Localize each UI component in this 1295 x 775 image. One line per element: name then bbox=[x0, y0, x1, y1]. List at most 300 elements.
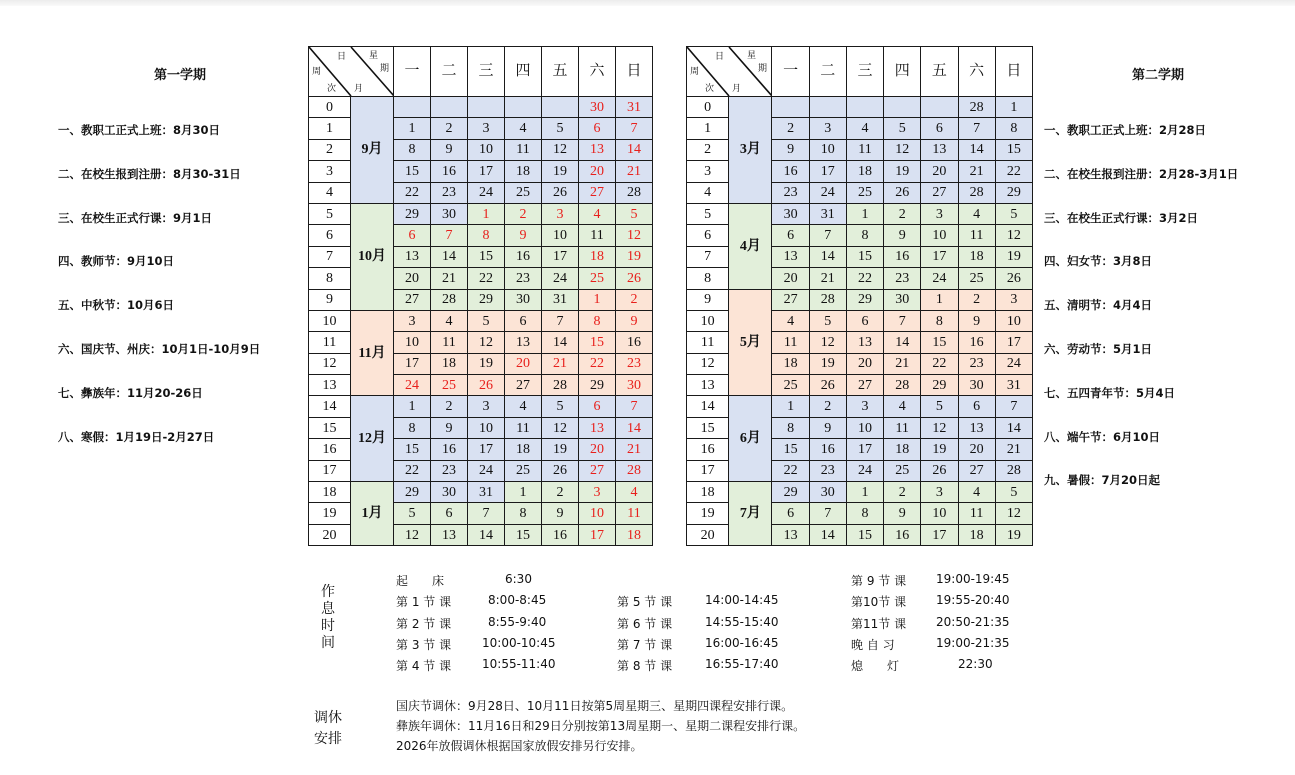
weekday-header: 六 bbox=[579, 47, 616, 97]
date-cell: 15 bbox=[995, 139, 1032, 160]
date-cell: 8 bbox=[505, 503, 542, 524]
weekday-header: 二 bbox=[809, 47, 846, 97]
date-cell: 15 bbox=[846, 524, 883, 545]
week-number: 7 bbox=[309, 246, 351, 267]
date-cell: 26 bbox=[995, 268, 1032, 289]
holiday-note: 三、在校生正式行课：9月1日 bbox=[58, 210, 213, 225]
date-cell: 25 bbox=[846, 182, 883, 203]
date-cell: 30 bbox=[809, 482, 846, 503]
date-cell: 14 bbox=[809, 524, 846, 545]
week-number: 14 bbox=[687, 396, 729, 417]
date-cell: 18 bbox=[772, 353, 809, 374]
date-cell: 25 bbox=[505, 182, 542, 203]
date-cell: 13 bbox=[958, 417, 995, 438]
schedule-item-name: 第 5 节 课 bbox=[617, 595, 673, 610]
schedule-item-time: 19:00-19:45 bbox=[936, 572, 1010, 586]
holiday-date-cell: 6 bbox=[579, 396, 616, 417]
date-cell: 5 bbox=[995, 482, 1032, 503]
holiday-date-cell: 20 bbox=[505, 353, 542, 374]
date-cell: 17 bbox=[468, 161, 505, 182]
date-cell: 4 bbox=[772, 310, 809, 331]
holiday-date-cell: 13 bbox=[579, 417, 616, 438]
schedule-label-char: 间 bbox=[321, 635, 335, 651]
date-cell: 3 bbox=[995, 289, 1032, 310]
holiday-date-cell: 19 bbox=[616, 246, 653, 267]
date-cell: 28 bbox=[958, 97, 995, 118]
date-cell: 6 bbox=[921, 118, 958, 139]
date-cell: 5 bbox=[468, 310, 505, 331]
date-cell: 27 bbox=[846, 375, 883, 396]
holiday-date-cell: 1 bbox=[468, 203, 505, 224]
week-number: 11 bbox=[309, 332, 351, 353]
date-cell: 1 bbox=[772, 396, 809, 417]
month-label: 7月 bbox=[729, 482, 772, 546]
date-cell: 28 bbox=[616, 182, 653, 203]
date-cell: 28 bbox=[809, 289, 846, 310]
date-cell: 23 bbox=[809, 460, 846, 481]
date-cell: 5 bbox=[542, 396, 579, 417]
date-cell: 1 bbox=[394, 118, 431, 139]
date-cell: 7 bbox=[995, 396, 1032, 417]
date-cell: 26 bbox=[542, 460, 579, 481]
date-cell: 18 bbox=[505, 439, 542, 460]
date-cell: 18 bbox=[958, 246, 995, 267]
date-cell: 12 bbox=[468, 332, 505, 353]
date-cell: 2 bbox=[431, 396, 468, 417]
date-cell: 18 bbox=[505, 161, 542, 182]
date-cell: 24 bbox=[468, 182, 505, 203]
date-cell: 5 bbox=[884, 118, 921, 139]
date-cell: 24 bbox=[995, 353, 1032, 374]
holiday-note: 八、寒假：1月19日-2月27日 bbox=[58, 429, 215, 444]
date-cell: 13 bbox=[921, 139, 958, 160]
date-cell: 2 bbox=[542, 482, 579, 503]
date-cell: 18 bbox=[884, 439, 921, 460]
date-cell: 12 bbox=[542, 417, 579, 438]
schedule-label-char: 息 bbox=[321, 601, 335, 617]
date-cell: 19 bbox=[921, 439, 958, 460]
date-cell: 15 bbox=[772, 439, 809, 460]
holiday-note: 四、妇女节：3月8日 bbox=[1044, 254, 1153, 269]
month-label: 1月 bbox=[351, 482, 394, 546]
date-cell: 4 bbox=[958, 482, 995, 503]
date-cell: 16 bbox=[958, 332, 995, 353]
date-cell: 29 bbox=[394, 482, 431, 503]
date-cell: 22 bbox=[995, 161, 1032, 182]
date-cell: 11 bbox=[958, 503, 995, 524]
date-cell: 23 bbox=[431, 460, 468, 481]
schedule-item-time: 10:55-11:40 bbox=[482, 657, 556, 672]
date-cell: 5 bbox=[542, 118, 579, 139]
schedule-item-name: 第 3 节 课 bbox=[396, 637, 452, 652]
schedule-item-time: 14:00-14:45 bbox=[705, 593, 779, 608]
weekday-header: 四 bbox=[505, 47, 542, 97]
adjustment-label-line1: 调休 bbox=[314, 710, 342, 726]
month-label: 10月 bbox=[351, 203, 394, 310]
date-cell bbox=[884, 97, 921, 118]
corner-ri: 日 bbox=[337, 51, 347, 61]
corner-xing: 星 bbox=[369, 50, 379, 60]
date-cell: 18 bbox=[958, 524, 995, 545]
date-cell: 7 bbox=[884, 310, 921, 331]
date-cell: 6 bbox=[431, 503, 468, 524]
week-number: 8 bbox=[687, 268, 729, 289]
holiday-date-cell: 9 bbox=[505, 225, 542, 246]
date-cell: 16 bbox=[884, 246, 921, 267]
date-cell: 30 bbox=[958, 375, 995, 396]
date-cell: 7 bbox=[809, 503, 846, 524]
date-cell: 11 bbox=[772, 332, 809, 353]
week-number: 18 bbox=[309, 482, 351, 503]
weekday-header: 四 bbox=[884, 47, 921, 97]
date-cell: 29 bbox=[921, 375, 958, 396]
date-cell: 11 bbox=[431, 332, 468, 353]
date-cell: 30 bbox=[431, 482, 468, 503]
date-cell: 1 bbox=[846, 482, 883, 503]
holiday-date-cell: 2 bbox=[505, 203, 542, 224]
date-cell: 11 bbox=[505, 417, 542, 438]
date-cell bbox=[505, 97, 542, 118]
week-number: 11 bbox=[687, 332, 729, 353]
date-cell: 13 bbox=[772, 246, 809, 267]
weekday-header: 一 bbox=[772, 47, 809, 97]
date-cell: 29 bbox=[394, 203, 431, 224]
schedule-label-char: 时 bbox=[321, 618, 335, 634]
week-number: 3 bbox=[309, 161, 351, 182]
week-number: 6 bbox=[309, 225, 351, 246]
week-number: 5 bbox=[687, 203, 729, 224]
date-cell: 8 bbox=[394, 417, 431, 438]
weekday-header: 五 bbox=[542, 47, 579, 97]
holiday-date-cell: 22 bbox=[579, 353, 616, 374]
holiday-note: 二、在校生报到注册：2月28-3月1日 bbox=[1044, 166, 1239, 181]
week-number: 20 bbox=[309, 524, 351, 545]
date-cell: 5 bbox=[995, 203, 1032, 224]
date-cell bbox=[468, 97, 505, 118]
corner-xing: 星 bbox=[747, 50, 757, 60]
date-cell: 25 bbox=[958, 268, 995, 289]
week-number: 16 bbox=[687, 439, 729, 460]
date-cell: 22 bbox=[921, 353, 958, 374]
holiday-date-cell: 27 bbox=[579, 182, 616, 203]
date-cell: 2 bbox=[809, 396, 846, 417]
week-number: 7 bbox=[687, 246, 729, 267]
date-cell: 29 bbox=[846, 289, 883, 310]
corner-ri: 日 bbox=[715, 51, 725, 61]
holiday-date-cell: 8 bbox=[579, 310, 616, 331]
date-cell: 4 bbox=[505, 396, 542, 417]
schedule-item-time: 10:00-10:45 bbox=[482, 635, 556, 650]
schedule-item-name: 第10节 课 bbox=[851, 595, 907, 610]
date-cell: 1 bbox=[505, 482, 542, 503]
weekday-header: 六 bbox=[958, 47, 995, 97]
month-label: 6月 bbox=[729, 396, 772, 482]
schedule-label-char: 作 bbox=[321, 584, 335, 600]
date-cell: 2 bbox=[884, 203, 921, 224]
holiday-date-cell: 25 bbox=[431, 375, 468, 396]
week-row bbox=[687, 97, 1033, 118]
holiday-date-cell: 7 bbox=[616, 396, 653, 417]
holiday-date-cell: 21 bbox=[542, 353, 579, 374]
date-cell: 12 bbox=[394, 524, 431, 545]
top-bar bbox=[0, 0, 1295, 6]
date-cell: 5 bbox=[394, 503, 431, 524]
week-row bbox=[687, 482, 1033, 503]
week-number: 15 bbox=[309, 417, 351, 438]
date-cell: 4 bbox=[431, 310, 468, 331]
date-cell: 20 bbox=[846, 353, 883, 374]
corner-header bbox=[309, 47, 394, 97]
weekday-header: 日 bbox=[995, 47, 1032, 97]
date-cell: 9 bbox=[772, 139, 809, 160]
corner-ci: 次 bbox=[705, 83, 715, 93]
holiday-date-cell: 30 bbox=[616, 375, 653, 396]
schedule-item-time: 16:55-17:40 bbox=[705, 657, 779, 672]
date-cell: 29 bbox=[995, 182, 1032, 203]
week-number: 13 bbox=[687, 375, 729, 396]
month-label: 3月 bbox=[729, 97, 772, 204]
holiday-date-cell: 17 bbox=[579, 524, 616, 545]
date-cell: 21 bbox=[809, 268, 846, 289]
holiday-date-cell: 1 bbox=[579, 289, 616, 310]
date-cell: 21 bbox=[995, 439, 1032, 460]
date-cell: 11 bbox=[505, 139, 542, 160]
semester1-calendar bbox=[308, 46, 653, 546]
week-number: 9 bbox=[687, 289, 729, 310]
week-number: 10 bbox=[309, 310, 351, 331]
date-cell: 3 bbox=[809, 118, 846, 139]
date-cell: 3 bbox=[468, 396, 505, 417]
date-cell: 17 bbox=[809, 161, 846, 182]
holiday-date-cell: 3 bbox=[579, 482, 616, 503]
date-cell: 17 bbox=[846, 439, 883, 460]
holiday-date-cell: 9 bbox=[616, 310, 653, 331]
date-cell: 24 bbox=[542, 268, 579, 289]
date-cell: 4 bbox=[958, 203, 995, 224]
date-cell bbox=[394, 97, 431, 118]
adjustment-line: 彝族年调休：11月16日和29日分别按第13周星期一、星期二课程安排行课。 bbox=[396, 719, 806, 733]
date-cell: 3 bbox=[921, 203, 958, 224]
month-label: 5月 bbox=[729, 289, 772, 396]
date-cell: 10 bbox=[468, 417, 505, 438]
date-cell: 17 bbox=[921, 524, 958, 545]
holiday-date-cell: 18 bbox=[616, 524, 653, 545]
date-cell: 20 bbox=[394, 268, 431, 289]
week-number: 5 bbox=[309, 203, 351, 224]
holiday-date-cell: 6 bbox=[579, 118, 616, 139]
month-label: 12月 bbox=[351, 396, 394, 482]
adjustment-label bbox=[314, 710, 350, 748]
week-row bbox=[309, 97, 653, 118]
date-cell bbox=[921, 97, 958, 118]
week-row bbox=[309, 396, 653, 417]
corner-qi: 期 bbox=[380, 63, 390, 73]
date-cell: 31 bbox=[542, 289, 579, 310]
holiday-note: 一、教职工正式上班：2月28日 bbox=[1044, 123, 1207, 137]
holiday-note: 四、教师节：9月10日 bbox=[58, 254, 175, 269]
schedule-item-time: 20:50-21:35 bbox=[936, 614, 1010, 629]
date-cell: 16 bbox=[884, 524, 921, 545]
week-number: 19 bbox=[309, 503, 351, 524]
weekday-header: 三 bbox=[846, 47, 883, 97]
date-cell: 16 bbox=[542, 524, 579, 545]
date-cell: 4 bbox=[884, 396, 921, 417]
date-cell: 13 bbox=[394, 246, 431, 267]
week-number: 4 bbox=[687, 182, 729, 203]
schedule-item-time: 19:00-21:35 bbox=[936, 635, 1010, 650]
holiday-note: 九、暑假：7月20日起 bbox=[1044, 473, 1161, 488]
date-cell bbox=[431, 97, 468, 118]
date-cell: 29 bbox=[468, 289, 505, 310]
holiday-date-cell: 26 bbox=[468, 375, 505, 396]
date-cell: 9 bbox=[542, 503, 579, 524]
week-number: 1 bbox=[687, 118, 729, 139]
schedule-item-name: 第 6 节 课 bbox=[617, 616, 673, 631]
schedule-item-time: 8:55-9:40 bbox=[488, 614, 547, 629]
holiday-date-cell: 31 bbox=[616, 97, 653, 118]
date-cell: 5 bbox=[809, 310, 846, 331]
date-cell: 24 bbox=[468, 460, 505, 481]
date-cell: 26 bbox=[884, 182, 921, 203]
schedule-item-time: 6:30 bbox=[505, 572, 532, 586]
corner-yue: 月 bbox=[354, 83, 364, 93]
schedule-item-name: 第 1 节 课 bbox=[396, 595, 452, 610]
schedule-item-name: 晚 自 习 bbox=[851, 637, 895, 652]
date-cell: 5 bbox=[921, 396, 958, 417]
date-cell: 31 bbox=[809, 203, 846, 224]
week-number: 4 bbox=[309, 182, 351, 203]
holiday-date-cell: 23 bbox=[616, 353, 653, 374]
date-cell: 14 bbox=[468, 524, 505, 545]
holiday-date-cell: 14 bbox=[616, 417, 653, 438]
date-cell: 7 bbox=[809, 225, 846, 246]
date-cell: 20 bbox=[921, 161, 958, 182]
date-cell: 14 bbox=[431, 246, 468, 267]
week-number: 0 bbox=[687, 97, 729, 118]
date-cell: 10 bbox=[542, 225, 579, 246]
date-cell: 15 bbox=[394, 439, 431, 460]
week-number: 9 bbox=[309, 289, 351, 310]
week-number: 12 bbox=[309, 353, 351, 374]
date-cell: 24 bbox=[809, 182, 846, 203]
date-cell: 22 bbox=[846, 268, 883, 289]
date-cell: 26 bbox=[921, 460, 958, 481]
week-number: 6 bbox=[687, 225, 729, 246]
week-number: 18 bbox=[687, 482, 729, 503]
week-number: 14 bbox=[309, 396, 351, 417]
date-cell: 22 bbox=[394, 182, 431, 203]
date-cell: 17 bbox=[468, 439, 505, 460]
date-cell: 20 bbox=[958, 439, 995, 460]
holiday-date-cell: 6 bbox=[394, 225, 431, 246]
date-cell: 17 bbox=[995, 332, 1032, 353]
date-cell: 14 bbox=[809, 246, 846, 267]
date-cell: 8 bbox=[995, 118, 1032, 139]
date-cell: 11 bbox=[846, 139, 883, 160]
holiday-date-cell: 5 bbox=[616, 203, 653, 224]
holiday-note: 七、彝族年：11月20-26日 bbox=[58, 385, 203, 400]
weekday-header: 三 bbox=[468, 47, 505, 97]
date-cell: 13 bbox=[772, 524, 809, 545]
holiday-date-cell: 13 bbox=[579, 139, 616, 160]
date-cell: 10 bbox=[995, 310, 1032, 331]
holiday-date-cell: 18 bbox=[579, 246, 616, 267]
date-cell: 6 bbox=[772, 225, 809, 246]
month-label: 4月 bbox=[729, 203, 772, 289]
date-cell: 11 bbox=[579, 225, 616, 246]
date-cell: 31 bbox=[995, 375, 1032, 396]
date-cell: 7 bbox=[958, 118, 995, 139]
week-number: 13 bbox=[309, 375, 351, 396]
week-row bbox=[309, 482, 653, 503]
week-number: 19 bbox=[687, 503, 729, 524]
date-cell: 29 bbox=[772, 482, 809, 503]
holiday-date-cell: 4 bbox=[616, 482, 653, 503]
date-cell: 23 bbox=[505, 268, 542, 289]
date-cell: 14 bbox=[542, 332, 579, 353]
date-cell: 25 bbox=[505, 460, 542, 481]
date-cell: 4 bbox=[505, 118, 542, 139]
date-cell: 7 bbox=[542, 310, 579, 331]
adjustment-line: 国庆节调休：9月28日、10月11日按第5周星期三、星期四课程安排行课。 bbox=[396, 699, 794, 713]
date-cell: 19 bbox=[468, 353, 505, 374]
date-cell: 15 bbox=[846, 246, 883, 267]
date-cell: 9 bbox=[431, 139, 468, 160]
date-cell: 12 bbox=[995, 225, 1032, 246]
date-cell: 2 bbox=[958, 289, 995, 310]
date-cell: 28 bbox=[995, 460, 1032, 481]
week-row bbox=[687, 289, 1033, 310]
week-row bbox=[687, 203, 1033, 224]
date-cell: 23 bbox=[958, 353, 995, 374]
date-cell: 28 bbox=[958, 182, 995, 203]
adjustment-label-line2: 安排 bbox=[314, 731, 342, 747]
date-cell: 16 bbox=[772, 161, 809, 182]
holiday-date-cell: 27 bbox=[579, 460, 616, 481]
date-cell: 1 bbox=[995, 97, 1032, 118]
holiday-note: 七、五四青年节：5月4日 bbox=[1044, 385, 1176, 400]
date-cell bbox=[542, 97, 579, 118]
date-cell: 8 bbox=[846, 503, 883, 524]
holiday-date-cell: 30 bbox=[579, 97, 616, 118]
date-cell: 17 bbox=[542, 246, 579, 267]
date-cell: 19 bbox=[884, 161, 921, 182]
date-cell: 15 bbox=[394, 161, 431, 182]
holiday-date-cell: 26 bbox=[616, 268, 653, 289]
week-number: 17 bbox=[309, 460, 351, 481]
date-cell: 21 bbox=[884, 353, 921, 374]
date-cell: 11 bbox=[958, 225, 995, 246]
date-cell: 12 bbox=[884, 139, 921, 160]
date-cell: 12 bbox=[995, 503, 1032, 524]
date-cell: 9 bbox=[958, 310, 995, 331]
date-cell: 2 bbox=[772, 118, 809, 139]
schedule-item-name: 起 床 bbox=[396, 574, 445, 588]
schedule-item-time: 22:30 bbox=[958, 657, 993, 672]
date-cell: 16 bbox=[809, 439, 846, 460]
holiday-note: 三、在校生正式行课：3月2日 bbox=[1044, 210, 1199, 225]
date-cell: 15 bbox=[505, 524, 542, 545]
corner-qi: 期 bbox=[758, 63, 768, 73]
holiday-date-cell: 11 bbox=[616, 503, 653, 524]
month-label: 11月 bbox=[351, 310, 394, 396]
holiday-date-cell: 8 bbox=[468, 225, 505, 246]
date-cell: 26 bbox=[542, 182, 579, 203]
date-cell bbox=[846, 97, 883, 118]
schedule-label bbox=[321, 584, 337, 652]
date-cell: 10 bbox=[468, 139, 505, 160]
date-cell: 22 bbox=[394, 460, 431, 481]
